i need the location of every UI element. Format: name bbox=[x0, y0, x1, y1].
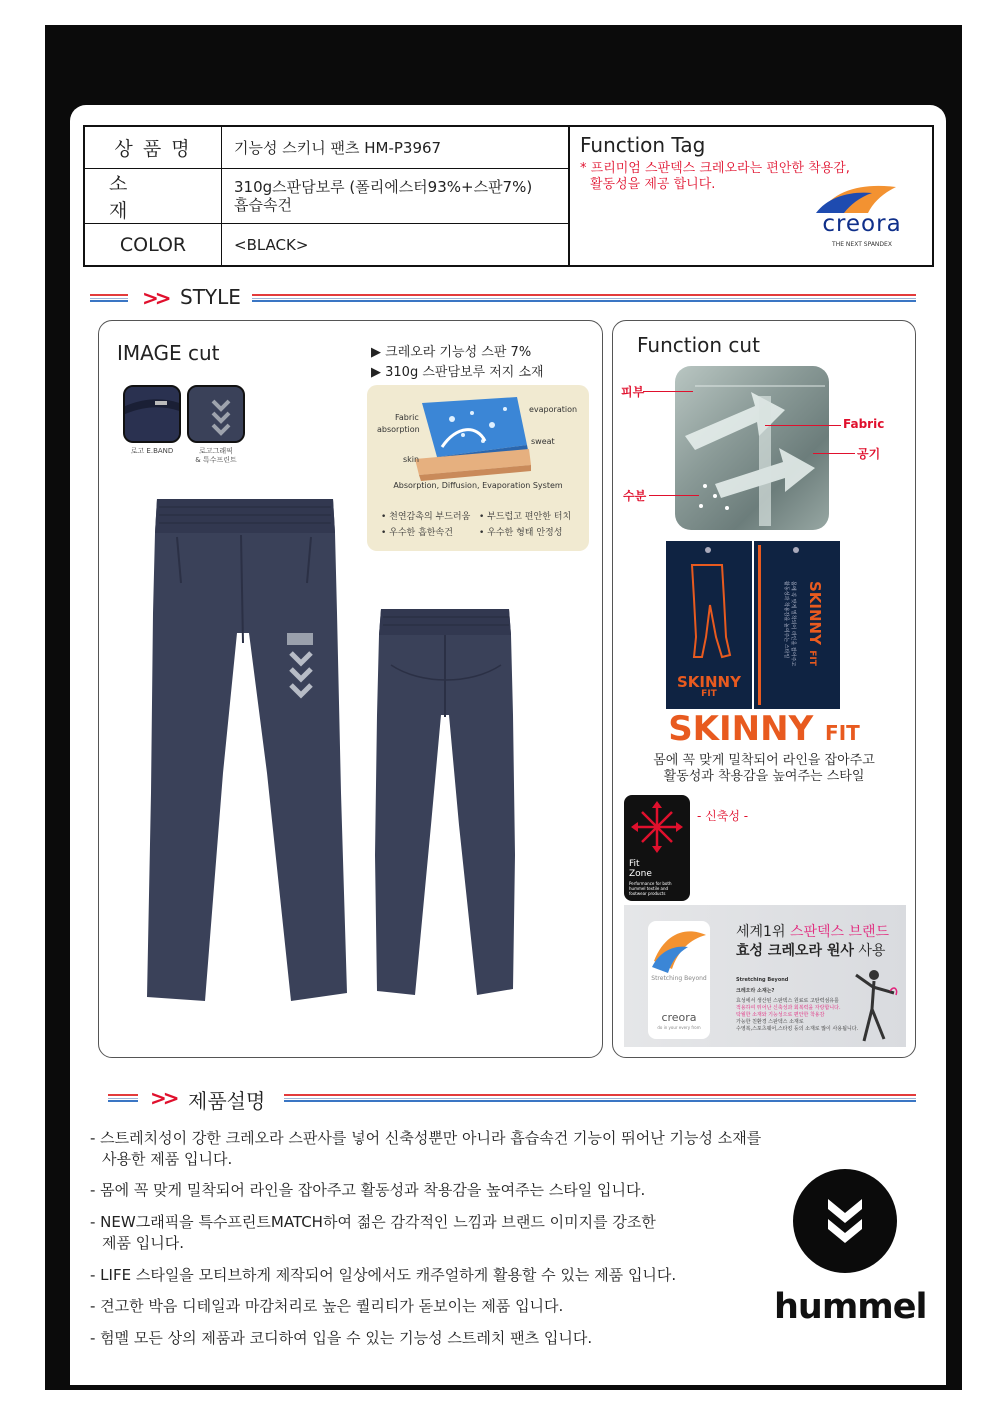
pointer-line-fabric bbox=[765, 425, 841, 426]
banner-copy-5: 탁월한 소재와 기능성으로 편안한 착용감 bbox=[736, 1012, 825, 1018]
hummel-logo bbox=[774, 1165, 927, 1335]
diagram-feature-3: • 우수한 흡한속건 bbox=[381, 528, 453, 538]
header-rule-right bbox=[252, 294, 916, 302]
tag-hole bbox=[793, 547, 799, 553]
label-moisture: 수분 bbox=[623, 489, 647, 503]
header-rule-left bbox=[108, 1094, 138, 1102]
skinny-fit-heading-word: SKINNY bbox=[668, 709, 814, 749]
description-item-1-line-1: - 스트레치성이 강한 크레오라 스판사를 넣어 신축성뿐만 아니라 흡습속건 기능이 뛰어난 기능성 소재를 bbox=[90, 1129, 762, 1147]
diagram-feature-4: • 우수한 형태 안정성 bbox=[479, 528, 563, 538]
tag-vertical-copy bbox=[782, 581, 796, 666]
dancer-figure-icon bbox=[850, 965, 900, 1045]
banner-headline-2-prefix: 효성 크레오라 원사 bbox=[736, 943, 854, 959]
spec-table-left bbox=[85, 127, 570, 265]
color-value: <BLACK> bbox=[234, 235, 309, 254]
diagram-label-evaporation: evaporation bbox=[529, 405, 578, 414]
description-item-3-line-2: 제품 입니다. bbox=[102, 1234, 184, 1252]
fit-zone-badge bbox=[624, 795, 690, 901]
creora-hangtag bbox=[648, 921, 710, 1039]
description-item-3-line-1: - NEW그래픽을 특수프린트MATCH하여 젊은 감각적인 느낌과 브랜드 이미지를 강조한 bbox=[90, 1213, 656, 1231]
tag-vertical-copy-line-1: 몸에 꼭 맞게 밀착되어 라인을 잡아주고 bbox=[790, 581, 796, 667]
spec-row-product bbox=[85, 127, 568, 169]
thumb-waistband bbox=[123, 385, 181, 443]
double-chevron-icon: >> bbox=[150, 1086, 176, 1110]
fit-zone-title-line-2: Zone bbox=[629, 869, 652, 879]
label-fabric: Fabric bbox=[843, 417, 885, 431]
fit-zone-title bbox=[629, 859, 652, 879]
function-tag-title: Function Tag bbox=[580, 133, 706, 157]
diagram-caption: Absorption, Diffusion, Evaporation System bbox=[393, 481, 563, 490]
stretch-arrows-icon bbox=[624, 795, 690, 855]
skinny-fit-tag-front bbox=[666, 541, 752, 709]
spec-key-material: 소 재 bbox=[85, 169, 222, 223]
spec-key-product: 상 품 명 bbox=[85, 127, 222, 168]
skinny-fit-tag-back bbox=[754, 541, 840, 709]
pointer-line-air bbox=[813, 453, 855, 454]
creora-banner bbox=[624, 905, 906, 1047]
creora-logo bbox=[814, 175, 910, 255]
label-skin: 피부 bbox=[621, 385, 645, 399]
banner-headline-2-suffix: 사용 bbox=[853, 943, 886, 959]
banner-headline-1 bbox=[736, 921, 889, 941]
spec-val-product bbox=[222, 127, 568, 168]
product-name: 기능성 스키니 팬츠 HM-P3967 bbox=[234, 138, 442, 157]
banner-copy-6: 가능한 친환경 스판덱스 소재로 bbox=[736, 1019, 804, 1025]
function-tag-note-line-1: * 프리미엄 스판덱스 크레오라는 편안한 착용감, bbox=[580, 161, 850, 176]
creora-hangtag-sub: do in your every from bbox=[657, 1025, 701, 1030]
pants-back-photo bbox=[371, 605, 521, 1005]
diagram-label-fabric: Fabric bbox=[395, 413, 419, 422]
skinny-fit-description-line-2: 활동성과 착용감을 높여주는 스타일 bbox=[663, 769, 865, 784]
fit-zone-title-line-1: Fit bbox=[629, 859, 640, 869]
thumb-graphic-caption-line-2: & 특수프린트 bbox=[195, 456, 237, 464]
fit-zone-text: Performance for both hummel textile and footwear products bbox=[629, 881, 672, 896]
style-section-title: STYLE bbox=[180, 285, 241, 309]
header-rule-right bbox=[284, 1094, 916, 1102]
airflow-arrows-icon bbox=[675, 366, 829, 530]
double-chevron-icon: >> bbox=[142, 286, 168, 310]
description-item-4: - LIFE 스타일을 모티브하게 제작되어 일상에서도 캐주얼하게 활용할 수 있는 제품 입니다. bbox=[90, 1266, 677, 1284]
function-tag-cell bbox=[570, 127, 932, 265]
skinny-fit-heading bbox=[613, 709, 915, 749]
thumb-waistband-caption: 로고 E.BAND bbox=[130, 447, 174, 455]
description-section-title: 제품설명 bbox=[188, 1089, 266, 1113]
creora-hangtag-word: creora bbox=[661, 1011, 697, 1024]
fabric-layer-icon bbox=[367, 385, 589, 485]
creora-word: creora bbox=[822, 211, 902, 237]
spec-val-color bbox=[222, 224, 568, 265]
pointer-line-moisture bbox=[649, 495, 699, 496]
spec-row-material bbox=[85, 169, 568, 224]
description-item-5: - 견고한 박음 디테일과 마감처리로 높은 퀄리티가 돋보이는 제품 입니다. bbox=[90, 1297, 564, 1315]
description-item-6: - 험멜 모든 상의 제품과 코디하여 입을 수 있는 기능성 스트레치 팬츠 입니다. bbox=[90, 1329, 593, 1347]
description-section-header bbox=[90, 1085, 916, 1111]
hummel-wordmark: hummel bbox=[774, 1287, 927, 1327]
banner-copy-1: Stretching Beyond bbox=[736, 977, 789, 983]
fabric-function-photo bbox=[675, 366, 829, 530]
label-air: 공기 bbox=[857, 447, 881, 461]
spec-table bbox=[83, 125, 934, 267]
pointer-line-skin bbox=[643, 391, 693, 392]
bullet-jersey: ▶ 310g 스판담보루 저지 소재 bbox=[371, 365, 544, 380]
style-section-header bbox=[90, 285, 916, 311]
banner-headline-1-highlight: 스판덱스 브랜드 bbox=[789, 924, 890, 940]
tag-vertical-copy-line-2: 활동성과 착용감을 높여주는 스타일 bbox=[783, 581, 789, 659]
banner-headline-2 bbox=[736, 940, 885, 960]
header-rule-left bbox=[90, 294, 128, 302]
thumb-graphic-caption-line-1: 로고그래픽 bbox=[199, 447, 233, 455]
tag-stripe bbox=[758, 545, 761, 705]
chevron-print-photo-icon bbox=[189, 387, 245, 443]
creora-ribbon-icon bbox=[648, 921, 710, 977]
tag-vertical-skinny-word: SKINNY bbox=[806, 581, 824, 645]
absorption-diagram bbox=[367, 385, 589, 551]
material-line-2: 흡습속건 bbox=[234, 196, 292, 214]
tag-fit-text: FIT bbox=[701, 689, 717, 699]
creora-swoosh-icon bbox=[814, 175, 910, 215]
spec-val-material bbox=[222, 169, 568, 223]
skinny-fit-description bbox=[613, 753, 915, 785]
spec-row-color bbox=[85, 224, 568, 265]
diagram-label-absorption: absorption bbox=[377, 425, 420, 434]
banner-headline-1-prefix: 세계1위 bbox=[736, 924, 790, 940]
diagram-feature-2: • 부드럽고 편안한 터치 bbox=[479, 512, 572, 522]
function-tag-note-line-2: 활동성을 제공 합니다. bbox=[590, 177, 716, 192]
spec-key-color: COLOR bbox=[85, 224, 222, 265]
tag-hole bbox=[705, 547, 711, 553]
thumb-graphic bbox=[187, 385, 245, 443]
banner-copy-4: 적용하여 뛰어난 신축성과 회복력을 자랑합니다. bbox=[736, 1005, 841, 1011]
tag-vertical-fit-word: FIT bbox=[807, 650, 817, 666]
banner-copy-3: 효성에서 생산된 스판덱스 원료로 고탄력섬유를 bbox=[736, 998, 839, 1004]
creora-tagline: THE NEXT SPANDEX bbox=[832, 241, 892, 248]
material-bullets bbox=[371, 343, 544, 383]
banner-copy-7: 수영복,스포츠웨어,스타킹 등의 소재로 많이 사용됩니다. bbox=[736, 1026, 859, 1032]
bullet-spandex: ▶ 크레오라 기능성 스판 7% bbox=[371, 345, 532, 360]
waistband-photo-icon bbox=[125, 387, 181, 443]
material-line-1: 310g스판담보루 (폴리에스터93%+스판7%) bbox=[234, 178, 533, 196]
diagram-label-skin: skin bbox=[403, 455, 420, 464]
creora-hangtag-stretch: Stretching Beyond bbox=[651, 975, 707, 982]
skinny-fit-heading-fit: FIT bbox=[825, 721, 860, 745]
hummel-chevron-icon bbox=[774, 1165, 916, 1285]
skinny-fit-description-line-1: 몸에 꼭 맞게 밀착되어 라인을 잡아주고 bbox=[653, 753, 875, 768]
pants-front-photo bbox=[141, 493, 351, 1013]
image-cut-title: IMAGE cut bbox=[117, 341, 220, 365]
function-cut-title: Function cut bbox=[637, 333, 760, 357]
leg-silhouette-icon bbox=[666, 559, 752, 669]
tag-skinny-text: SKINNY bbox=[677, 673, 741, 691]
function-cut-panel bbox=[612, 320, 916, 1058]
banner-copy-2: 크레오라 소재는? bbox=[736, 988, 775, 994]
diagram-label-sweat: sweat bbox=[531, 437, 555, 446]
description-item-1-line-2: 사용한 제품 입니다. bbox=[102, 1150, 233, 1168]
tag-vertical-skinny bbox=[806, 581, 824, 666]
stretch-label: - 신축성 - bbox=[697, 809, 749, 823]
diagram-feature-1: • 천연감촉의 부드러움 bbox=[381, 512, 471, 522]
image-cut-panel bbox=[98, 320, 603, 1058]
description-item-2: - 몸에 꼭 맞게 밀착되어 라인을 잡아주고 활동성과 착용감을 높여주는 스타일 입니다. bbox=[90, 1181, 646, 1199]
thumb-graphic-caption bbox=[183, 447, 249, 465]
